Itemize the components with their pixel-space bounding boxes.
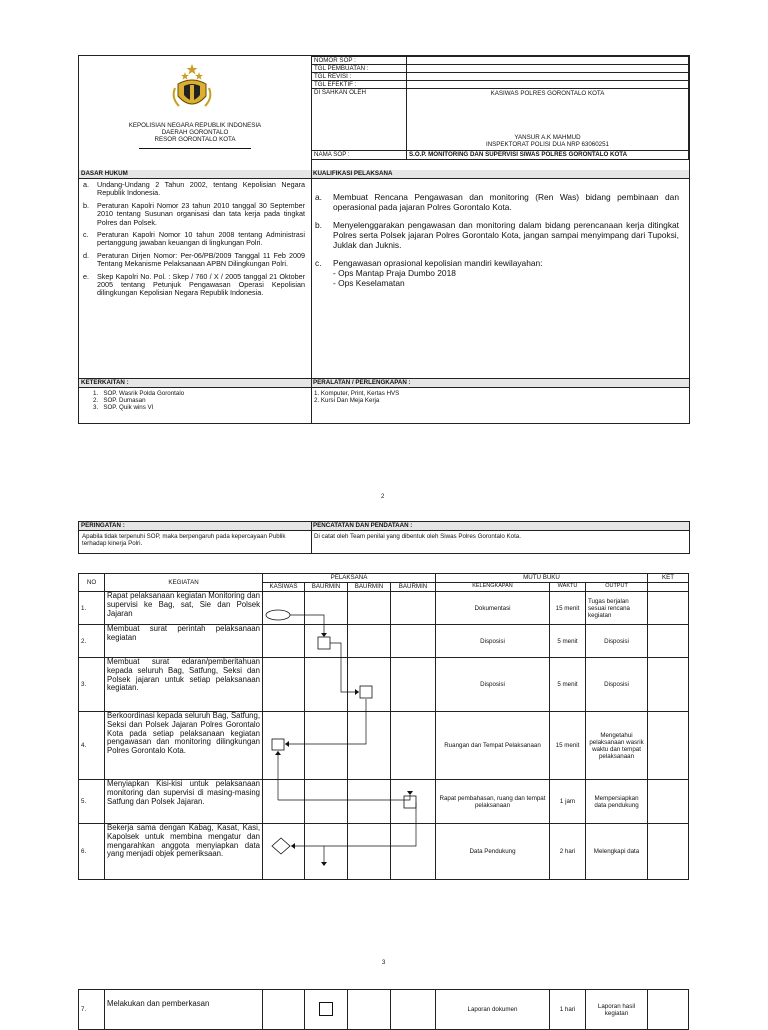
- approver-title: KASIWAS POLRES GORONTALO KOTA: [490, 90, 605, 97]
- dh-item-a: Undang-Undang 2 Tahun 2002, tentang Kepolisian Negara Republik Indonesia.: [97, 180, 305, 198]
- table-row: 6. Bekerja sama dengan Kabag, Kasat, Kasi, Kapolsek untuk membina mengatur dan mengarahkan anggota menyiapkan data yang menjadi objek pemeriksaan. Data Pendukung 2 hari Melengkapi data: [79, 824, 689, 880]
- page-number-2: 2: [381, 494, 385, 500]
- process-box-icon: [272, 739, 284, 750]
- field-tgl-revisi: TGL REVISI :: [312, 73, 407, 81]
- col-kasiwas: KASIWAS: [263, 583, 305, 592]
- col-baurmin-1: BAURMIN: [305, 583, 348, 592]
- peralatan-item-2: 2. Kursi Dan Meja Kerja: [314, 397, 380, 404]
- kq-sub-2: - Ops Keselamatan: [333, 278, 405, 288]
- dh-item-d: Peraturan Dirjen Nomor: Per-06/PB/2009 Tanggal 11 Feb 2009 Tentang Mekanisme Pelaksanaan APBN Dilingkungan Polri.: [97, 250, 305, 269]
- page-number-3: 3: [382, 960, 386, 966]
- col-mutu: MUTU BUKU: [436, 574, 648, 583]
- field-tgl-pembuatan: TGL PEMBUATAN :: [312, 65, 407, 73]
- col-baurmin-3: BAURMIN: [391, 583, 436, 592]
- kq-item-a: Membuat Rencana Pengawasan dan monitoring (Ren Was) bidang pembinaan dan operasional pada jajaran Polres Gorontalo Kota.: [333, 192, 679, 212]
- col-output: OUTPUT: [586, 583, 648, 592]
- keterkaitan-item-3: 3. SOP. Quik wins VI: [93, 404, 154, 411]
- col-no: NO: [79, 574, 105, 592]
- col-baurmin-2: BAURMIN: [348, 583, 391, 592]
- table-row: 4. Berkoordinasi kepada seluruh Bag, Satfung, Seksi dan Polsek Jajaran Polres Gorontalo Kota pada setiap pelaksanaan kegiatan pengawasan dan monitoring dilingkungan Polres Gorontalo Kota. Ruangan dan Tempat Pelaksanaan 15 menit Mengetahui pelaksanaan wasrik waktu dan tempat pelaksanaan: [79, 712, 689, 780]
- signer-rank: INSPEKTORAT POLISI DUA NRP 63060251: [485, 141, 609, 148]
- col-kelengkapan: KELENGKAPAN: [436, 583, 550, 592]
- table-row: 1. Rapat pelaksanaan kegiatan Monitoring dan supervisi ke Bag, sat, Sie dan Polsek Jajaran Dokumentasi 15 menit Tugas berjalan sesuai rencana kegiatan: [79, 592, 689, 625]
- keterkaitan-item-2: 2. SOP. Dumasan: [93, 397, 146, 404]
- process-box-icon: [319, 1002, 333, 1016]
- peralatan-title: PERALATAN / PERLENGKAPAN :: [311, 379, 689, 388]
- table-row: 5. Menyiapkan Kisi-kisi untuk pelaksanaan monitoring dan supervisi di masing-masing Satfung dan Polsek Jajaran. Rapat pembahasan, ruang dan tempat pelaksanaan 1 jam Mempersiapkan data pendukung: [79, 780, 689, 824]
- dh-letter-c: c.: [83, 230, 89, 240]
- peringatan-text: Apabila tidak terpenuhi SOP, maka berpengaruh pada kepercayaan Publik terhadap kinerja Polri.: [82, 533, 286, 547]
- process-box-icon: [360, 686, 372, 698]
- kq-item-c: Pengawasan oprasional kepolisian mandiri kewilayahan:: [333, 258, 543, 268]
- kq-letter-a: a.: [315, 192, 322, 202]
- keterkaitan-title: KETERKAITAN :: [79, 379, 311, 388]
- field-disahkan: DI SAHKAN OLEH: [312, 89, 407, 151]
- field-tgl-efektif: TGL EFEKTIF :: [312, 81, 407, 89]
- kq-letter-b: b.: [315, 220, 322, 230]
- dh-letter-b: b.: [83, 200, 89, 210]
- table-row: 2. Membuat surat perintah pelaksanaan kegiatan Disposisi 5 menit Disposisi: [79, 625, 689, 658]
- kualifikasi-title: KUALIFIKASI PELAKSANA: [311, 170, 689, 179]
- pencatatan-text: Di catat oleh Team penilai yang dibentuk oleh Siwas Polres Gorontalo Kota.: [314, 533, 521, 540]
- start-terminator-icon: [266, 610, 290, 620]
- kq-letter-c: c.: [315, 258, 322, 268]
- peralatan-item-1: 1. Komputer, Print, Kertas HVS: [314, 390, 400, 397]
- kq-item-b: Menyelenggarakan pengawasan dan monitoring dalam bidang perencanaan kerja ditingkat Polres serta Polsek jajaran Polres Gorontalo Kota, jangan sampai menyimpang dari Tupoksi, Juklak dan Juknis.: [333, 220, 679, 250]
- col-waktu: WAKTU: [550, 583, 586, 592]
- decision-diamond-icon: [272, 838, 290, 854]
- dasar-hukum-title: DASAR HUKUM: [79, 170, 314, 179]
- org-line-1: KEPOLISIAN NEGARA REPUBLIK INDONESIA: [128, 122, 262, 129]
- dh-item-e: Skep Kapolri No. Pol. : Skep / 760 / X / 2005 tanggal 21 Oktober 2005 tentang Petunjuk Pengawasan Operasi Kepolisian dilingkungan Kepolisian Negara Republik Indonesia.: [97, 271, 305, 298]
- dh-letter-d: d.: [83, 250, 89, 260]
- kq-sub-1: - Ops Mantap Praja Dumbo 2018: [333, 268, 456, 278]
- col-ket: KET: [648, 574, 689, 583]
- org-line-2: DAERAH GORONTALO: [161, 129, 229, 136]
- dh-letter-a: a.: [83, 180, 89, 189]
- dh-letter-e: e.: [83, 271, 89, 281]
- keterkaitan-item-1: 1. SOP. Wasrik Polda Gorontalo: [93, 390, 185, 397]
- field-nomor-sop: NOMOR SOP :: [312, 57, 407, 65]
- col-pelaksana: PELAKSANA: [263, 574, 436, 583]
- col-kegiatan: KEGIATAN: [105, 574, 263, 592]
- peringatan-title: PERINGATAN :: [79, 522, 311, 531]
- table-row: 3. Membuat surat edaran/pemberitahuan kepada seluruh Bag, Satfung, Seksi dan Polsek jajaran untuk setiap pelaksanaan kegiatan. Disposisi 5 menit Disposisi: [79, 658, 689, 712]
- dh-item-b: Peraturan Kapolri Nomor 23 tahun 2010 tanggal 30 September 2010 tentang Susunan organisasi dan tata kerja pada tingkat Polres dan Polsek.: [97, 200, 305, 227]
- signer-name: YANSUR A.K MAHMUD: [514, 134, 581, 141]
- sop-name-value: S.O.P. MONITORING DAN SUPERVISI SIWAS POLRES GORONTALO KOTA: [407, 151, 689, 160]
- org-line-3: RESOR GORONTALO KOTA: [154, 136, 236, 143]
- pencatatan-title: PENCATATAN DAN PENDATAAN :: [311, 522, 689, 531]
- process-box-icon: [318, 637, 330, 649]
- sop-name-label: NAMA SOP :: [312, 151, 407, 160]
- table-row: 7. Melakukan dan pemberkasan Laporan dokumen 1 hari Laporan hasil kegiatan: [79, 990, 689, 1030]
- dh-item-c: Peraturan Kapolri Nomor 10 tahun 2008 tentang Administrasi pertanggung jawaban keuangan di lingkungan Polri.: [97, 230, 305, 248]
